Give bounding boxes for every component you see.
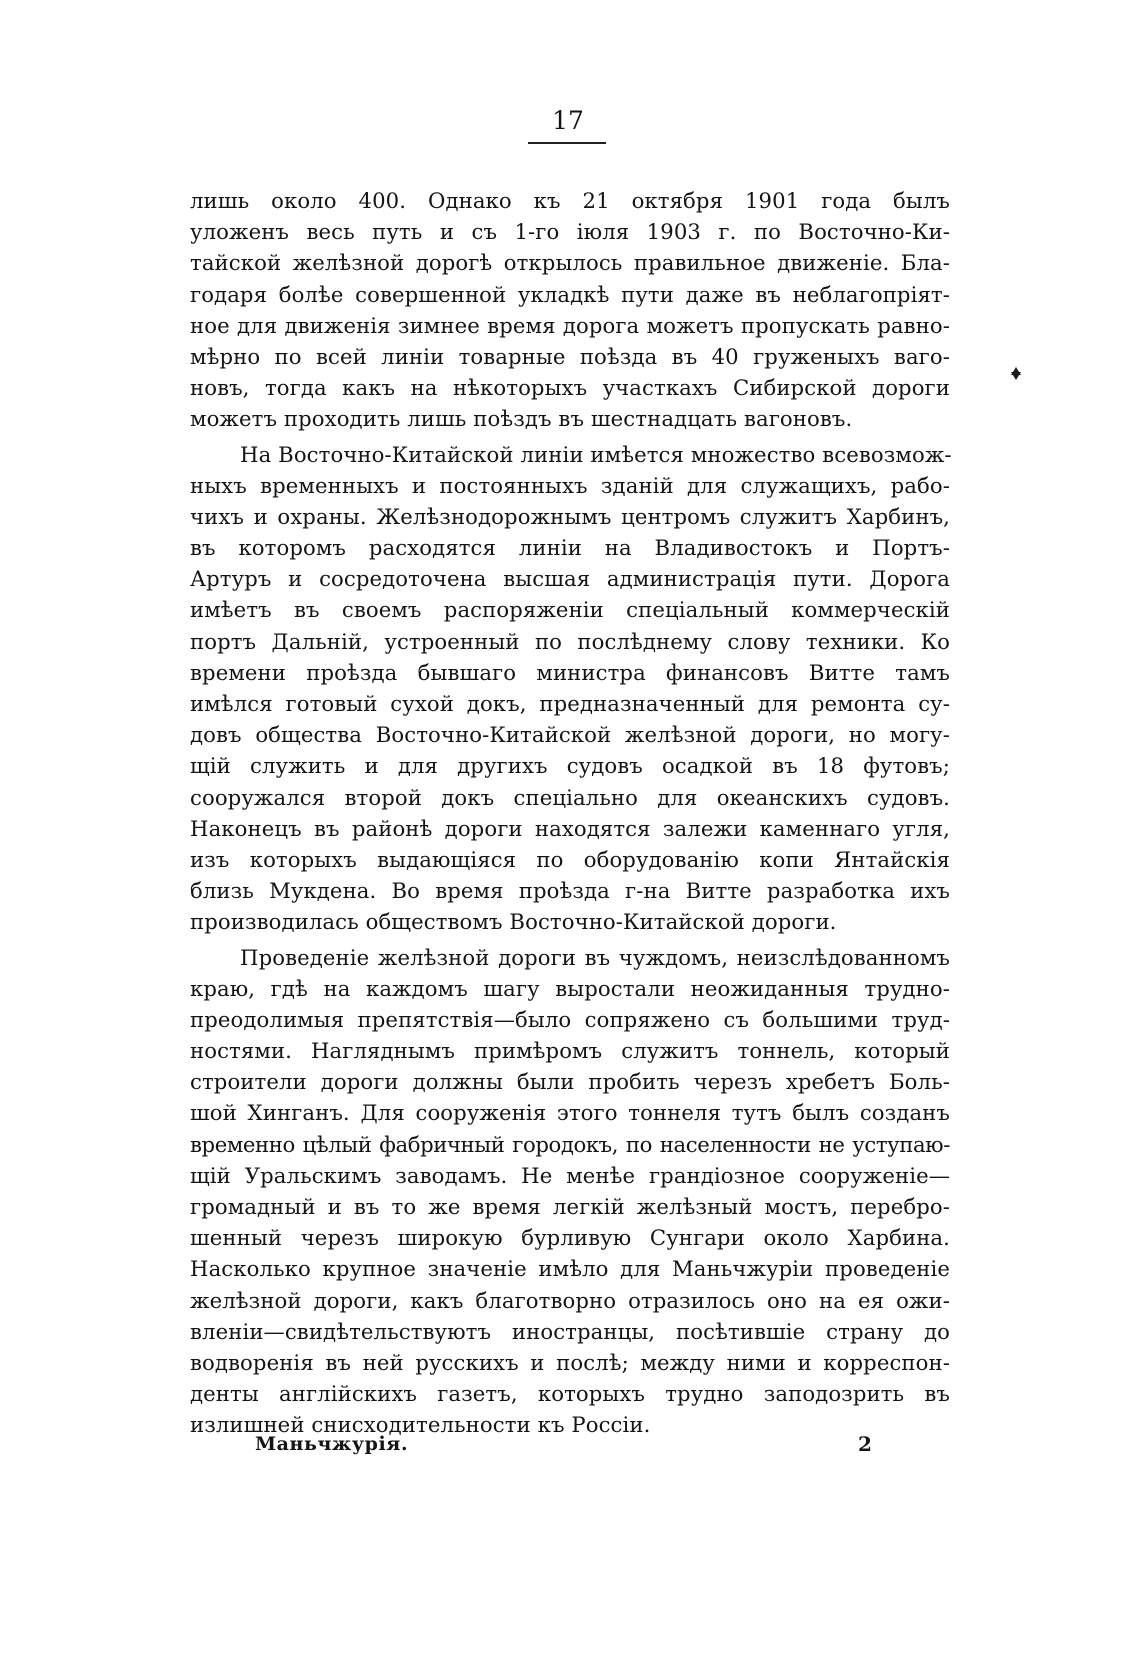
text-line: новъ, тогда какъ на нѣкоторыхъ участкахъ Сибирской дороги	[190, 375, 950, 401]
text-line: имѣлся готовый сухой докъ, предназначенный для ремонта су-	[190, 691, 950, 716]
text-line: шой Хинганъ. Для сооруженія этого тоннеля тутъ былъ созданъ	[190, 1100, 950, 1126]
text-line: излишней снисходительности къ Россіи.	[190, 1412, 651, 1438]
text-line: портъ Дальній, устроенный по послѣднему слову техники. Ко	[190, 628, 950, 654]
text-line: щій Уральскимъ заводамъ. Не менѣе грандіозное сооруженіе—	[190, 1162, 950, 1188]
text-line: близь Мукдена. Во время проѣзда г-на Витте разработка ихъ	[190, 878, 950, 904]
text-line: имѣетъ въ своемъ распоряженіи спеціальный коммерческій	[190, 597, 950, 623]
text-line: шенный черезъ широкую бурливую Сунгари около Харбина.	[190, 1225, 950, 1251]
text-line: желѣзной дороги, какъ благотворно отразилось оно на ея ожи-	[190, 1287, 950, 1313]
text-line: ное для движенія зимнее время дорога можетъ пропускать равно-	[190, 312, 950, 338]
text-line: преодолимыя препятствія—было сопряжено съ большими труд-	[190, 1006, 950, 1032]
text-line: тайской желѣзной дорогѣ открылось правильное движеніе. Бла-	[190, 250, 950, 276]
text-line: громадный и въ то же время легкій желѣзный мостъ, перебро-	[190, 1194, 950, 1219]
text-line: мѣрно по всей линіи товарные поѣзда въ 40 груженыхъ ваго-	[190, 343, 950, 369]
text-line: Проведеніе желѣзной дороги въ чуждомъ, неизслѣдованномъ	[240, 944, 950, 970]
paragraph-2	[190, 439, 950, 938]
text-line: денты англійскихъ газетъ, которыхъ трудно заподозрить въ	[190, 1381, 950, 1407]
text-line: водворенія въ ней русскихъ и послѣ; между ними и корреспон-	[190, 1349, 950, 1375]
text-line: довъ общества Восточно-Китайской желѣзной дороги, но могу-	[190, 722, 950, 748]
text-line: Артуръ и сосредоточена высшая администрація пути. Дорога	[190, 566, 950, 592]
text-line: краю, гдѣ на каждомъ шагу выростали неожиданныя трудно-	[190, 975, 950, 1001]
text-line: Насколько крупное значеніе имѣло для Маньчжуріи проведеніе	[190, 1256, 950, 1282]
body-text	[190, 185, 950, 1441]
page-number: 17	[552, 106, 584, 135]
text-line: временно цѣлый фабричный городокъ, по населенности не уступаю-	[190, 1131, 950, 1157]
text-line: изъ которыхъ выдающіяся по оборудованію копи Янтайскія	[190, 846, 950, 872]
text-line: чихъ и охраны. Желѣзнодорожнымъ центромъ служитъ Харбинъ,	[190, 503, 950, 529]
text-line: щій служить и для другихъ судовъ осадкой въ 18 футовъ;	[190, 753, 950, 779]
text-line: можетъ проходить лишь поѣздъ въ шестнадцать вагоновъ.	[190, 406, 853, 432]
text-line: годаря болѣе совершенной укладкѣ пути даже въ неблагопріят-	[190, 281, 950, 307]
text-line: времени проѣзда бывшаго министра финансовъ Витте тамъ	[190, 659, 950, 685]
text-line: производилась обществомъ Восточно-Китайской дороги.	[190, 909, 837, 935]
text-line: въ которомъ расходятся линіи на Владивостокъ и Портъ-	[190, 535, 950, 561]
text-line: лишь около 400. Однако къ 21 октября 1901 года былъ	[190, 188, 950, 213]
text-line: Наконецъ въ районѣ дороги находятся залежи каменнаго угля,	[190, 815, 950, 841]
signature-mark: Маньчжурія.	[255, 1433, 409, 1455]
text-line: ностями. Нагляднымъ примѣромъ служитъ тоннель, который	[190, 1038, 950, 1064]
text-line: строители дороги должны были пробить черезъ хребетъ Боль-	[190, 1069, 950, 1095]
sheet-number: 2	[858, 1432, 872, 1456]
text-line: сооружался второй докъ спеціально для океанскихъ судовъ.	[190, 784, 950, 810]
text-line: ныхъ временныхъ и постоянныхъ зданій для служащихъ, рабо-	[190, 472, 950, 498]
page-number-rule	[528, 142, 606, 144]
paragraph-3	[190, 942, 950, 1441]
text-line: На Восточно-Китайской линіи имѣется множество всевозмож-	[240, 441, 952, 467]
text-line: вленіи—свидѣтельствуютъ иностранцы, посѣтившіе страну до	[190, 1318, 950, 1344]
text-line: уложенъ весь путь и съ 1-го іюля 1903 г. по Восточно-Ки-	[190, 219, 950, 245]
margin-mark-icon	[1011, 372, 1021, 385]
paragraph-1	[190, 185, 950, 435]
